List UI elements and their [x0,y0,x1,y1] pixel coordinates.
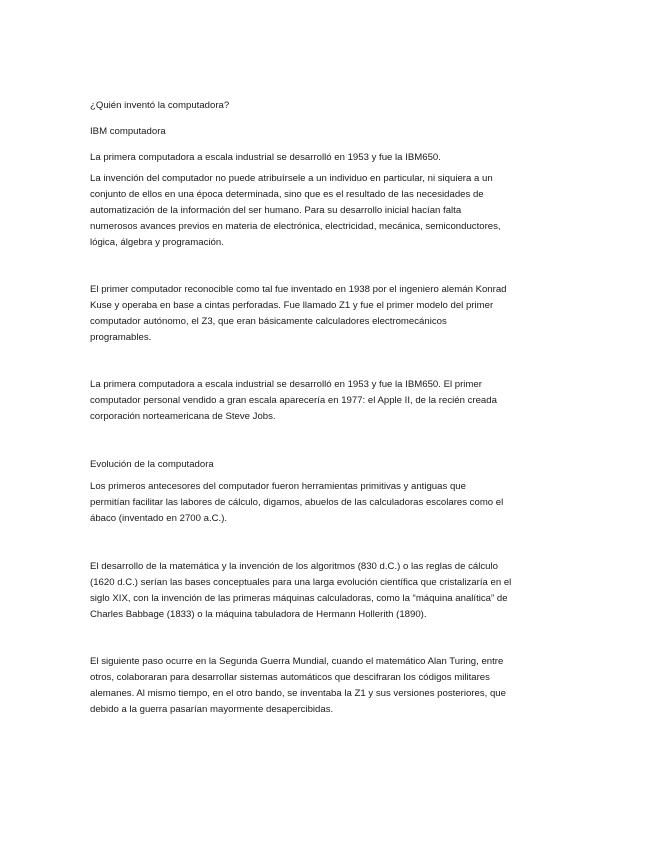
paragraph-5-line: El desarrollo de la matemática y la invención de los algoritmos (830 d.C.) o las reglas de cálculo [90,561,498,572]
paragraph-6-line: alemanes. Al mismo tiempo, en el otro bando, se inventaba la Z1 y sus versiones posteriores, que [90,688,506,699]
paragraph-2-line: computador autónomo, el Z3, que eran básicamente calculadores electromecánicos [90,316,447,327]
paragraph-1-line: conjunto de ellos en una época determinada, sino que es el resultado de las necesidades de [90,189,484,200]
paragraph-1-line: lógica, álgebra y programación. [90,237,224,248]
paragraph-3-line: corporación norteamericana de Steve Jobs. [90,411,276,422]
paragraph-3-line: computador personal vendido a gran escala aparecería en 1977: el Apple II, de la recién creada [90,395,497,406]
paragraph-5-line: siglo XIX, con la invención de las primeras máquinas calculadoras, como la “máquina analítica” de [90,593,508,604]
intro-paragraph: La primera computadora a escala industrial se desarrolló en 1953 y fue la IBM650. [90,152,441,163]
document-subtitle: IBM computadora [90,126,166,137]
paragraph-6-line: debido a la guerra pasarían mayormente desapercibidas. [90,704,334,715]
paragraph-2-line: programables. [90,332,152,343]
paragraph-2-line: Kuse y operaba en base a cintas perforadas. Fue llamado Z1 y fue el primer modelo del primer [90,300,494,311]
paragraph-5-line: (1620 d.C.) serían las bases conceptuales para una larga evolución científica que cristalizaría en el [90,577,512,588]
paragraph-6-line: El siguiente paso ocurre en la Segunda Guerra Mundial, cuando el matemático Alan Turing, entre [90,656,504,667]
paragraph-4-line: ábaco (inventado en 2700 a.C.). [90,513,228,524]
paragraph-3-line: La primera computadora a escala industrial se desarrolló en 1953 y fue la IBM650. El primer [90,379,482,390]
paragraph-4-line: permitían facilitar las labores de cálculo, digamos, abuelos de las calculadoras escolares como el [90,497,504,508]
paragraph-4-line: Los primeros antecesores del computador fueron herramientas primitivas y antiguas que [90,481,466,492]
paragraph-5-line: Charles Babbage (1833) o la máquina tabuladora de Hermann Hollerith (1890). [90,609,427,620]
section-heading: Evolución de la computadora [90,459,214,470]
paragraph-1-line: La invención del computador no puede atribuírsele a un individuo en particular, ni siquiera a un [90,173,493,184]
paragraph-1-line: numerosos avances previos en materia de electrónica, electricidad, mecánica, semiconductores, [90,221,501,232]
paragraph-2-line: El primer computador reconocible como tal fue inventado en 1938 por el ingeniero alemán Konrad [90,284,507,295]
paragraph-1-line: automatización de la información del ser humano. Para su desarrollo inicial hacían falta [90,205,462,216]
paragraph-6-line: otros, colaboraran para desarrollar sistemas automáticos que descifraran los códigos militares [90,672,490,683]
document-title: ¿Quién inventó la computadora? [90,100,230,111]
